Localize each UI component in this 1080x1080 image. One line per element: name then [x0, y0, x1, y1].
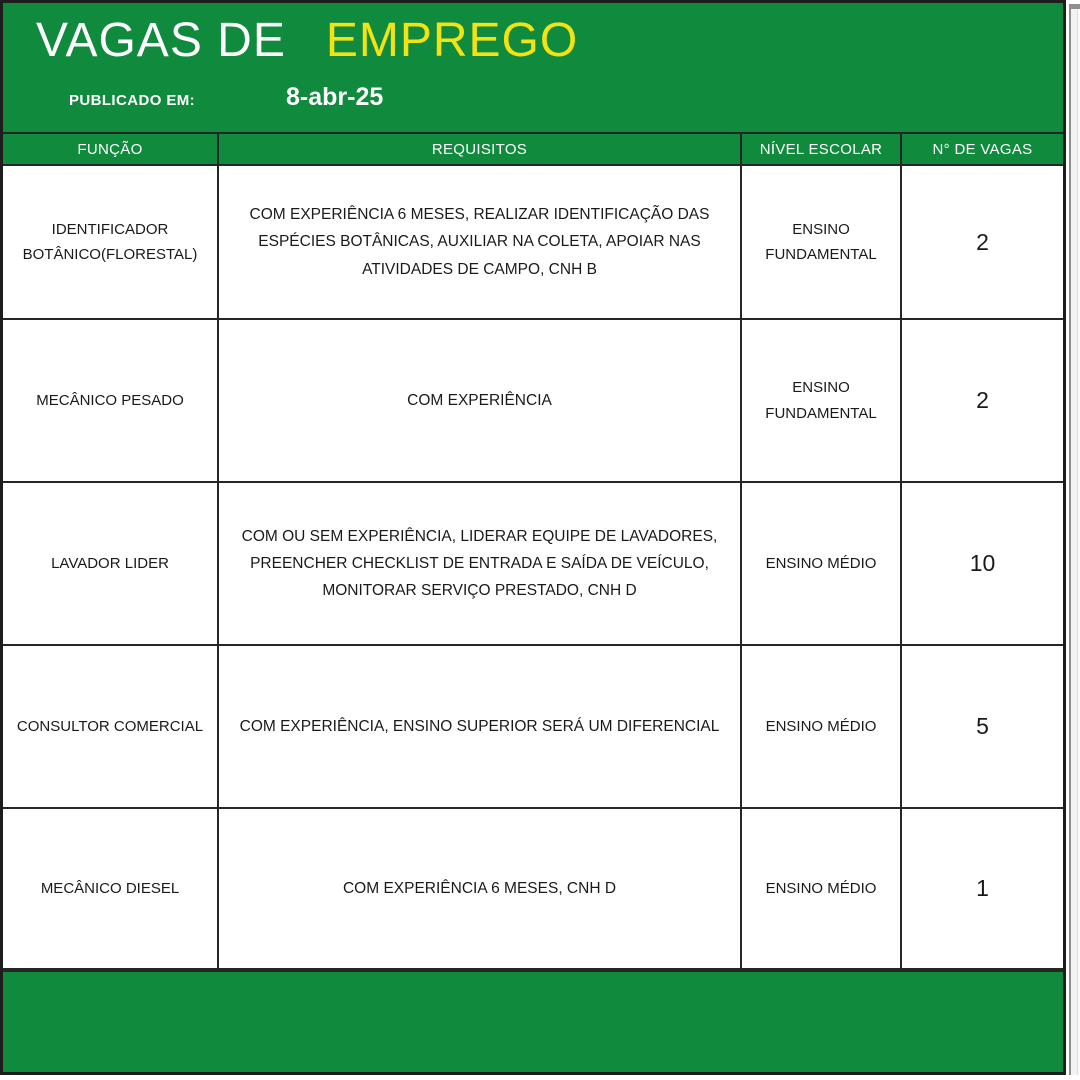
- table-row: [3, 809, 1063, 970]
- cell-requisitos: COM EXPERIÊNCIA, ENSINO SUPERIOR SERÁ UM DIFERENCIAL: [217, 646, 740, 807]
- cell-n-de-vagas: 5: [900, 646, 1063, 807]
- cell-n-de-vagas: 2: [900, 320, 1063, 481]
- cell-n-de-vagas: 1: [900, 809, 1063, 968]
- vertical-scrollbar[interactable]: [1067, 4, 1080, 1075]
- title-part-white: VAGAS DE: [36, 14, 286, 67]
- cell-requisitos: COM EXPERIÊNCIA 6 MESES, CNH D: [217, 809, 740, 968]
- cell-nivel-escolar: ENSINO MÉDIO: [740, 809, 900, 968]
- table-header-row: [3, 132, 1063, 166]
- table-row: [3, 166, 1063, 320]
- cell-nivel-escolar: ENSINO MÉDIO: [740, 646, 900, 807]
- published-label: PUBLICADO EM:: [69, 92, 196, 109]
- cell-nivel-escolar: ENSINO FUNDAMENTAL: [740, 320, 900, 481]
- title-part-yellow: EMPREGO: [325, 14, 579, 67]
- cell-funcao: IDENTIFICADOR BOTÂNICO(FLORESTAL): [22, 220, 198, 263]
- cell-requisitos: COM OU SEM EXPERIÊNCIA, LIDERAR EQUIPE DE LAVADORES, PREENCHER CHECKLIST DE ENTRADA E SAÍDA DE VEÍCULO, MONITORAR SERVIÇO PRESTADO, CNH D: [217, 483, 740, 644]
- table-row: [3, 483, 1063, 646]
- cell-requisitos: COM EXPERIÊNCIA 6 MESES, REALIZAR IDENTIFICAÇÃO DAS ESPÉCIES BOTÂNICAS, AUXILIAR NA COLETA, APOIAR NAS ATIVIDADES DE CAMPO, CNH B: [217, 166, 740, 318]
- cell-n-de-vagas: 10: [900, 483, 1063, 644]
- cell-funcao: MECÂNICO DIESEL: [40, 879, 180, 897]
- column-header-requisitos: REQUISITOS: [217, 134, 740, 164]
- cell-n-de-vagas: 2: [900, 166, 1063, 318]
- cell-nivel-escolar: ENSINO FUNDAMENTAL: [740, 166, 900, 318]
- published-date: 8-abr-25: [286, 83, 384, 111]
- cell-funcao: CONSULTOR COMERCIAL: [16, 717, 204, 735]
- column-header-nivel-escolar: NÍVEL ESCOLAR: [740, 134, 900, 164]
- scrollbar-thumb[interactable]: [1069, 4, 1080, 9]
- column-header-funcao: FUNÇÃO: [77, 140, 143, 158]
- cell-funcao: LAVADOR LIDER: [51, 554, 169, 572]
- cell-nivel-escolar: ENSINO MÉDIO: [740, 483, 900, 644]
- table-row: [3, 320, 1063, 483]
- table-row: [3, 646, 1063, 809]
- footer-band: [3, 970, 1063, 1072]
- cell-requisitos: COM EXPERIÊNCIA: [217, 320, 740, 481]
- cell-funcao: MECÂNICO PESADO: [36, 391, 184, 409]
- header-banner: [3, 3, 1063, 132]
- column-header-n-de-vagas: N° DE VAGAS: [900, 134, 1063, 164]
- page-title: [36, 13, 578, 68]
